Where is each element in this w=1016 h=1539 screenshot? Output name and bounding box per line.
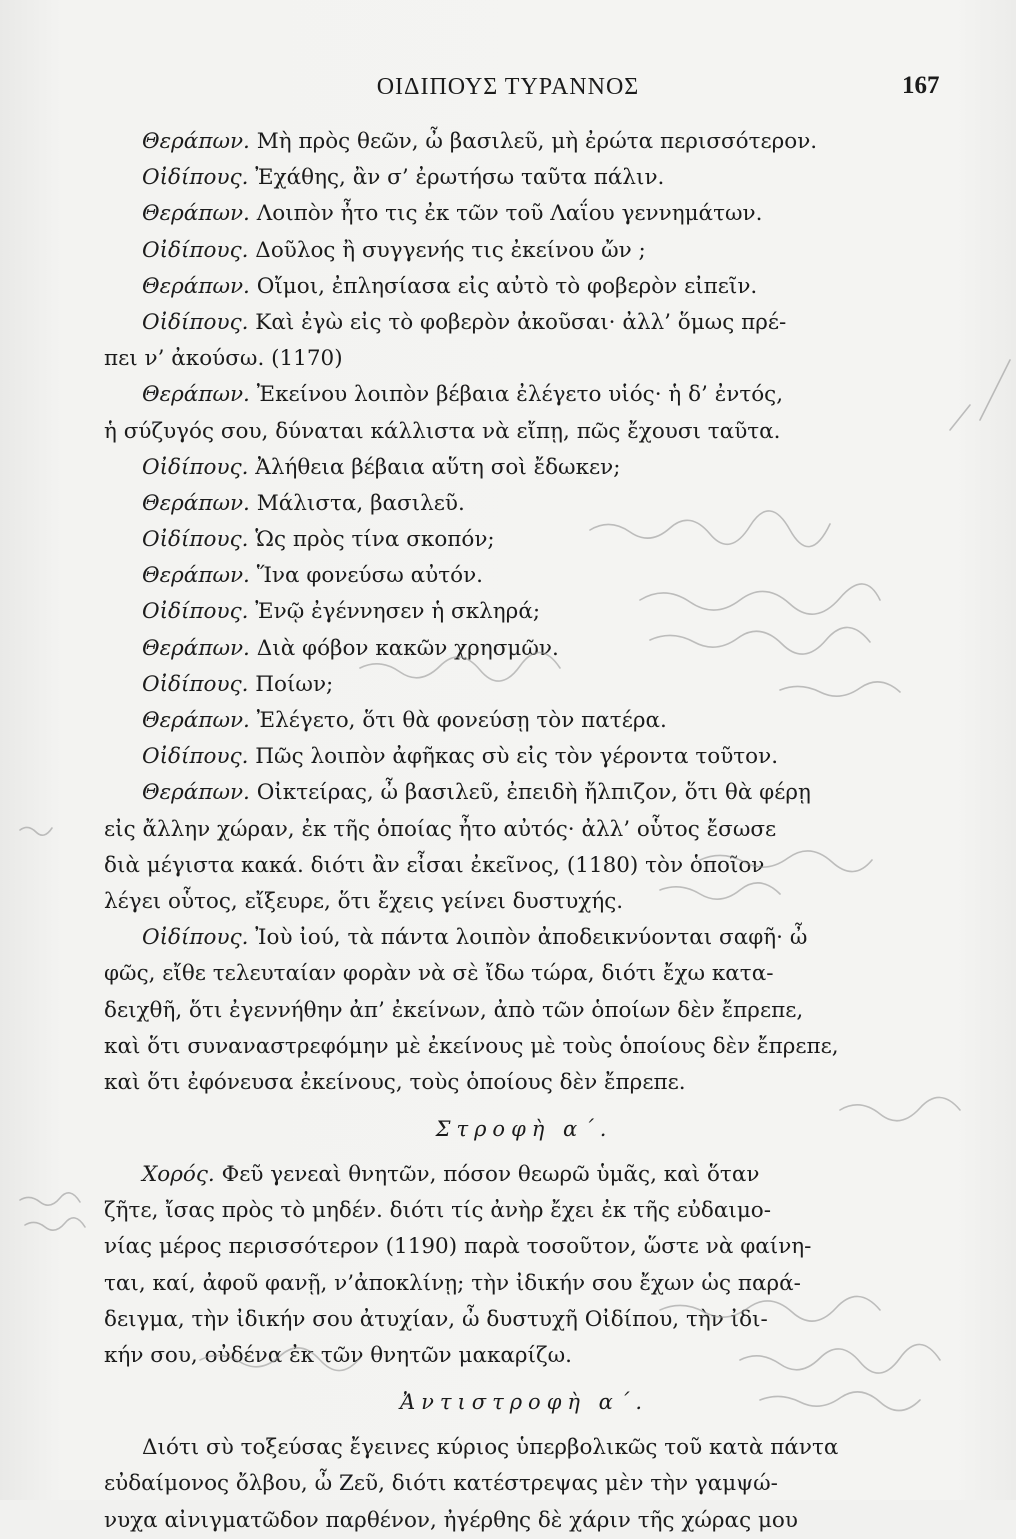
- continuation-line: δειχθῆ, ὅτι ἐγεννήθην ἀπ’ ἐκείνων, ἀπὸ τῶν ὁποίων δὲν ἔπρεπε,: [104, 997, 804, 1023]
- continuation-line: ται, καί, ἀφοῦ φανῇ, ν’ἀποκλίνῃ; τὴν ἰδικήν σου ἔχων ὡς παρά-: [104, 1270, 801, 1296]
- continuation-line: καὶ ὅτι ἐφόνευσα ἐκείνους, τοὺς ὁποίους δὲν ἔπρεπε.: [104, 1069, 686, 1095]
- dialogue-line: [104, 450, 944, 486]
- dialogue-line: [104, 703, 944, 739]
- spacer: [104, 1149, 944, 1157]
- speaker-label: Οἰδίπους.: [142, 925, 249, 951]
- dialogue-line: [104, 305, 944, 341]
- speaker-label: Οἰδίπους.: [142, 599, 249, 625]
- continuation-line: καὶ ὅτι συναναστρεφόμην μὲ ἐκείνους μὲ τοὺς ὁποίους δὲν ἔπρεπε,: [104, 1033, 839, 1059]
- line-text: Οἴμοι, ἐπλησίασα εἰς αὐτὸ τὸ φοβερὸν εἰπεῖν.: [256, 273, 758, 299]
- line-text: Δοῦλος ἢ συγγενής τις ἐκείνου ὤν ;: [255, 237, 646, 263]
- dialogue-line: [104, 486, 944, 522]
- dialogue-line: [104, 558, 944, 594]
- line-text: Ἀλήθεια βέβαια αὕτη σοὶ ἔδωκεν;: [255, 454, 621, 480]
- line-text: Ἐνῷ ἐγέννησεν ἡ σκληρά;: [255, 599, 541, 625]
- continuation-line: λέγει οὗτος, εἴξευρε, ὅτι ἔχεις γείνει δυστυχής.: [104, 888, 624, 914]
- continuation-line: νίας μέρος περισσότερον (1190) παρὰ τοσοῦτον, ὥστε νὰ φαίνη-: [104, 1234, 812, 1260]
- line-text: Ἐκείνου λοιπὸν βέβαια ἐλέγετο υἱός· ἡ δ’ ἐντός,: [256, 382, 784, 408]
- dialogue-line: [104, 667, 944, 703]
- speaker-label: Θεράπων.: [142, 382, 250, 408]
- dialogue-line: [104, 196, 944, 232]
- speaker-label: Θεράπων.: [142, 490, 250, 516]
- page-number: 167: [902, 72, 940, 99]
- dialogue-line: [104, 160, 944, 196]
- dialogue-line: [104, 739, 944, 775]
- line-text: Φεῦ γενεαὶ θνητῶν, πόσον θεωρῶ ὑμᾶς, καὶ ὅταν: [221, 1162, 760, 1188]
- line-text: Διὰ φόβον κακῶν χρησμῶν.: [256, 635, 559, 661]
- speaker-label: Θεράπων.: [142, 780, 250, 806]
- continuation-line: διὰ μέγιστα κακά. διότι ἂν εἶσαι ἐκεῖνος, (1180) τὸν ὁποῖον: [104, 852, 765, 878]
- speaker-label: Θεράπων.: [142, 273, 250, 299]
- spacer: [104, 1422, 944, 1430]
- speaker-label: Χορός.: [142, 1162, 215, 1188]
- line-text: Λοιπὸν ἦτο τις ἐκ τῶν τοῦ Λαΐου γεννημάτων.: [256, 201, 763, 227]
- continuation-line: ζῆτε, ἴσας πρὸς τὸ μηδέν. διότι τίς ἀνὴρ ἔχει ἐκ τῆς εὐδαιμο-: [104, 1198, 772, 1224]
- speaker-label: Οἰδίπους.: [142, 744, 249, 770]
- section-heading-antistrophe: Ἀντιστροφὴ α΄.: [399, 1390, 649, 1415]
- dialogue-line: [104, 377, 944, 413]
- continuation-line: κήν σου, οὐδένα ἐκ τῶν θνητῶν μακαρίζω.: [104, 1343, 573, 1368]
- spacer: [104, 1101, 944, 1109]
- line-text: Ποίων;: [255, 671, 334, 697]
- line-text: Καὶ ἐγὼ εἰς τὸ φοβερὸν ἀκοῦσαι· ἀλλ’ ὅμως πρέ-: [255, 309, 787, 335]
- speaker-label: Οἰδίπους.: [142, 237, 249, 263]
- speaker-label: Θεράπων.: [142, 563, 250, 589]
- speaker-label: Οἰδίπους.: [142, 454, 249, 480]
- line-text: Οἰκτείρας, ὦ βασιλεῦ, ἐπειδὴ ἤλπιζον, ὅτι θὰ φέρῃ: [256, 780, 811, 806]
- dialogue-line: [104, 775, 944, 811]
- continuation-line: φῶς, εἴθε τελευταίαν φορὰν νὰ σὲ ἴδω τώρα, διότι ἔχω κατα-: [104, 961, 774, 987]
- dialogue-line: [104, 594, 944, 630]
- continuation-line: νυχα αἰνιγματῶδον παρθένον, ἠγέρθης δὲ χάριν τῆς χώρας μου: [104, 1507, 798, 1533]
- dialogue-line: [104, 269, 944, 305]
- speaker-label: Οἰδίπους.: [142, 671, 249, 697]
- dialogue-line: [104, 233, 944, 269]
- dialogue-line: [104, 920, 944, 956]
- spacer: [104, 1374, 944, 1382]
- line-text: Ἐχάθης, ἂν σ’ ἐρωτήσω ταῦτα πάλιν.: [255, 165, 665, 191]
- line-text: Μὴ πρὸς θεῶν, ὦ βασιλεῦ, μὴ ἐρώτα περισσότερον.: [256, 129, 818, 154]
- speaker-label: Θεράπων.: [142, 201, 250, 227]
- line-text: Πῶς λοιπὸν ἀφῆκας σὺ εἰς τὸν γέροντα τοῦτον.: [255, 744, 779, 770]
- running-title: ΟΙΔΙΠΟΥΣ ΤΥΡΑΝΝΟΣ: [376, 74, 640, 100]
- speaker-label: Θεράπων.: [142, 129, 250, 154]
- continuation-line: ἡ σύζυγός σου, δύναται κάλλιστα νὰ εἴπῃ, πῶς ἔχουσι ταῦτα.: [104, 418, 781, 444]
- dialogue-line: [104, 522, 944, 558]
- speaker-label: Θεράπων.: [142, 708, 250, 733]
- continuation-line: εἰς ἄλλην χώραν, ἐκ τῆς ὁποίας ἦτο αὐτός· ἀλλ’ οὗτος ἔσωσε: [104, 816, 777, 842]
- continuation-line: Διότι σὺ τοξεύσας ἔγεινες κύριος ὑπερβολικῶς τοῦ κατὰ πάντα: [142, 1435, 839, 1461]
- continuation-line: εὐδαίμονος ὄλβου, ὦ Ζεῦ, διότι κατέστρεψας μὲν τὴν γαμψώ-: [104, 1471, 778, 1497]
- dialogue-line: [104, 124, 944, 160]
- continuation-line: πει ν’ ἀκούσω. (1170): [104, 346, 343, 372]
- speaker-label: Οἰδίπους.: [142, 527, 249, 553]
- line-text: Ἵνα φονεύσω αὐτόν.: [256, 563, 483, 589]
- speaker-label: Θεράπων.: [142, 635, 250, 661]
- section-heading-strophe: Στροφὴ α΄.: [435, 1117, 613, 1142]
- line-text: Ὡς πρὸς τίνα σκοπόν;: [255, 527, 495, 553]
- speaker-label: Οἰδίπους.: [142, 165, 249, 191]
- line-text: Ἰοὺ ἰού, τὰ πάντα λοιπὸν ἀποδεικνύονται σαφῆ· ὦ: [255, 925, 808, 951]
- speaker-label: Οἰδίπους.: [142, 309, 249, 335]
- line-text: Μάλιστα, βασιλεῦ.: [256, 490, 465, 516]
- dialogue-line: [104, 631, 944, 667]
- continuation-line: δειγμα, τὴν ἰδικήν σου ἀτυχίαν, ὦ δυστυχῆ Οἰδίπου, τὴν ἰδι-: [104, 1306, 768, 1332]
- dialogue-line: [104, 1157, 944, 1193]
- line-text: Ἐλέγετο, ὅτι θὰ φονεύσῃ τὸν πατέρα.: [256, 708, 667, 733]
- main-text: [104, 124, 944, 1539]
